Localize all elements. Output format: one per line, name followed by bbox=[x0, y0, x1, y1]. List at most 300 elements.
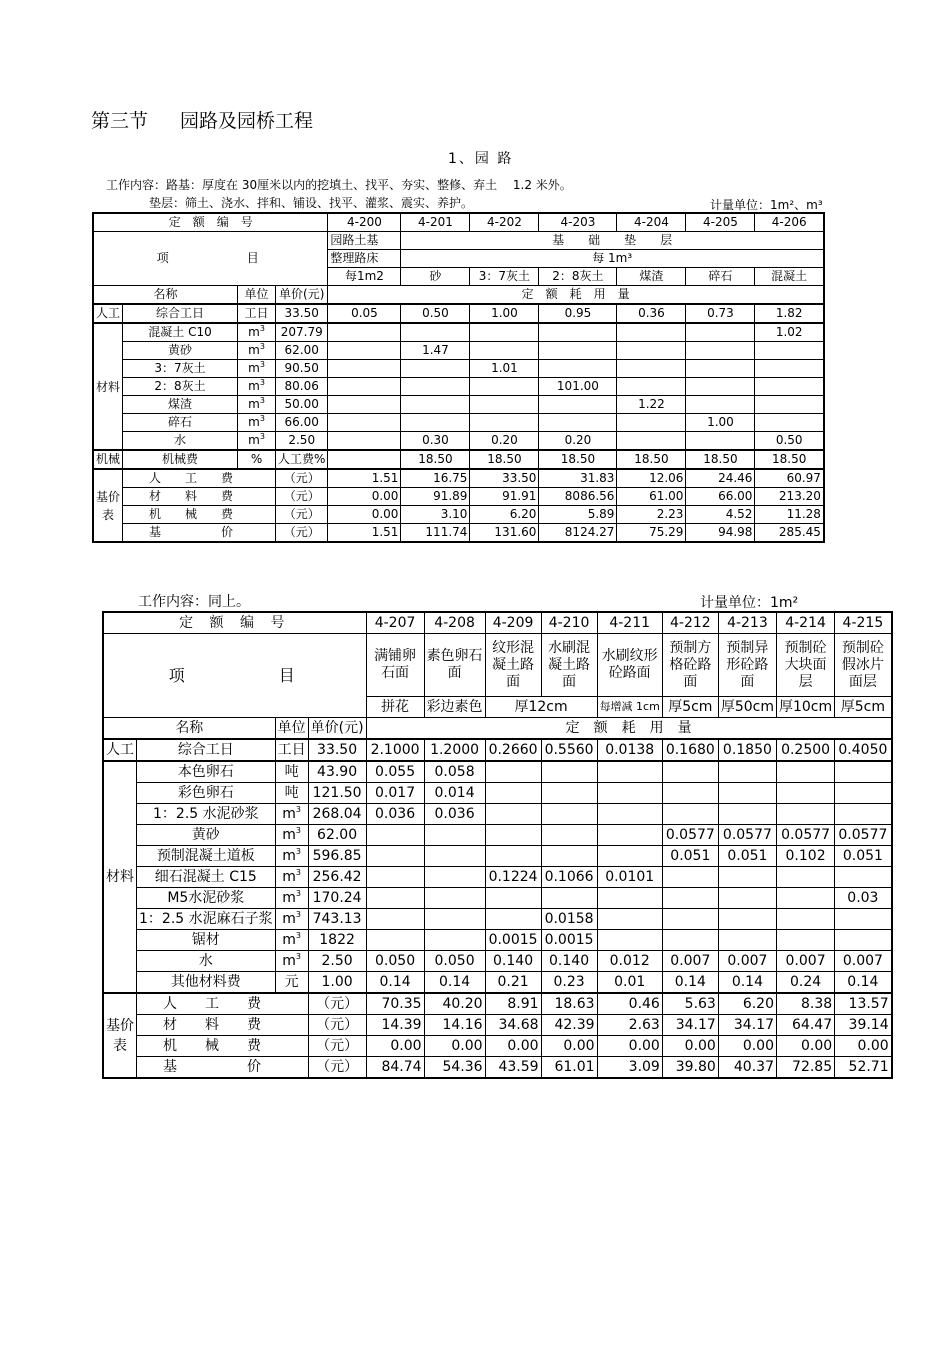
value-cell: 0.14 bbox=[662, 972, 718, 994]
section-title: 园路及园桥工程 bbox=[180, 110, 314, 132]
item-label: 预制砼大块面层 bbox=[776, 634, 834, 697]
value-cell bbox=[470, 323, 539, 342]
price-cell: 43.90 bbox=[308, 761, 366, 783]
unit-cell: $m^3$ bbox=[238, 323, 276, 342]
value-cell bbox=[328, 378, 401, 396]
value-cell: 0.01 bbox=[597, 972, 662, 994]
value-cell: 0.1680 bbox=[662, 739, 718, 761]
value-cell: 0.2660 bbox=[485, 739, 541, 761]
value-cell bbox=[424, 930, 485, 951]
value-cell: 0.00 bbox=[424, 1036, 485, 1057]
value-cell bbox=[662, 761, 718, 783]
value-cell: 0.0158 bbox=[541, 909, 597, 930]
value-cell bbox=[328, 396, 401, 414]
value-cell: 14.39 bbox=[366, 1015, 424, 1036]
value-cell bbox=[424, 909, 485, 930]
value-cell bbox=[366, 867, 424, 888]
value-cell: 33.50 bbox=[470, 469, 539, 488]
price-cell: 90.50 bbox=[276, 360, 328, 378]
row-name: 机械费 bbox=[123, 450, 238, 469]
value-cell: 1.47 bbox=[401, 342, 470, 360]
value-cell: 0.1224 bbox=[485, 867, 541, 888]
value-cell bbox=[718, 761, 776, 783]
value-cell: 42.39 bbox=[541, 1015, 597, 1036]
value-cell bbox=[597, 804, 662, 825]
value-cell bbox=[485, 825, 541, 846]
value-cell bbox=[470, 396, 539, 414]
value-cell: 0.00 bbox=[541, 1036, 597, 1057]
price-cell: 人工费% bbox=[276, 450, 328, 469]
value-cell bbox=[597, 825, 662, 846]
value-cell: 0.2500 bbox=[776, 739, 834, 761]
row-name: 机 械 费 bbox=[123, 506, 276, 524]
value-cell bbox=[686, 432, 755, 451]
value-cell: 1.51 bbox=[328, 524, 401, 543]
value-cell: 0.03 bbox=[835, 888, 892, 909]
value-cell bbox=[686, 342, 755, 360]
quota-table-1 bbox=[92, 212, 825, 543]
value-cell bbox=[539, 360, 617, 378]
value-cell bbox=[541, 888, 597, 909]
item-label: 预制砼假冰片面层 bbox=[835, 634, 892, 697]
value-cell: 101.00 bbox=[539, 378, 617, 396]
value-cell: 0.00 bbox=[718, 1036, 776, 1057]
quota-code: 4-213 bbox=[718, 612, 776, 634]
value-cell bbox=[776, 804, 834, 825]
value-cell: 131.60 bbox=[470, 524, 539, 543]
value-cell: 43.59 bbox=[485, 1057, 541, 1079]
unit-cell: $m^3$ bbox=[238, 432, 276, 451]
unit-cell: $m^3$ bbox=[238, 342, 276, 360]
value-cell bbox=[718, 909, 776, 930]
value-cell: 0.051 bbox=[835, 846, 892, 867]
value-cell bbox=[366, 888, 424, 909]
unit-cell: （元） bbox=[276, 488, 328, 506]
value-cell: 31.83 bbox=[539, 469, 617, 488]
value-cell: 1.02 bbox=[755, 323, 824, 342]
row-name: 2：8灰土 bbox=[123, 378, 238, 396]
value-cell: 64.47 bbox=[776, 1015, 834, 1036]
value-cell: 61.01 bbox=[541, 1057, 597, 1079]
value-cell bbox=[835, 783, 892, 804]
value-cell: 0.14 bbox=[835, 972, 892, 994]
value-cell bbox=[541, 825, 597, 846]
item-label: 水刷纹形砼路面 bbox=[597, 634, 662, 697]
sub-item-label: 混凝土 bbox=[755, 268, 824, 286]
work-content2-line: 工作内容：同上。 bbox=[138, 594, 250, 610]
unit-cell: $m^3$ bbox=[275, 825, 308, 846]
value-cell bbox=[401, 414, 470, 432]
row-name: 碎石 bbox=[123, 414, 238, 432]
unit-cell: （元） bbox=[276, 469, 328, 488]
value-cell: 24.46 bbox=[686, 469, 755, 488]
value-cell: 66.00 bbox=[686, 488, 755, 506]
value-cell bbox=[485, 804, 541, 825]
value-cell: 0.00 bbox=[597, 1036, 662, 1057]
value-cell: 72.85 bbox=[776, 1057, 834, 1079]
value-cell bbox=[485, 761, 541, 783]
unit-cell: 工日 bbox=[275, 739, 308, 761]
value-cell: 70.35 bbox=[366, 993, 424, 1015]
value-cell bbox=[776, 867, 834, 888]
col-unit-header: 单位 bbox=[238, 286, 276, 305]
value-cell bbox=[541, 783, 597, 804]
unit-cell: $m^3$ bbox=[275, 951, 308, 972]
col-price-header: 单价(元) bbox=[276, 286, 328, 305]
value-cell bbox=[686, 360, 755, 378]
sub-item-label: 砂 bbox=[401, 268, 470, 286]
value-cell bbox=[366, 909, 424, 930]
value-cell: 61.00 bbox=[617, 488, 686, 506]
quota-table-2 bbox=[102, 611, 893, 1079]
value-cell: 0.24 bbox=[776, 972, 834, 994]
value-cell: 34.68 bbox=[485, 1015, 541, 1036]
value-cell: 0.051 bbox=[662, 846, 718, 867]
spec-label: 每增减 1cm bbox=[597, 697, 662, 718]
row-name: 材 料 费 bbox=[137, 1015, 309, 1036]
price-cell: 1822 bbox=[308, 930, 366, 951]
value-cell: 0.051 bbox=[718, 846, 776, 867]
section-label: 第三节 bbox=[91, 110, 149, 132]
value-cell bbox=[366, 825, 424, 846]
value-cell bbox=[470, 342, 539, 360]
value-cell: 40.37 bbox=[718, 1057, 776, 1079]
unit-cell: 工日 bbox=[238, 304, 276, 323]
unit-cell: （元） bbox=[308, 993, 366, 1015]
value-cell bbox=[617, 323, 686, 342]
quota-code: 4-215 bbox=[835, 612, 892, 634]
row-name: 混凝土 C10 bbox=[123, 323, 238, 342]
row-name: 人 工 费 bbox=[137, 993, 309, 1015]
value-cell: 8.38 bbox=[776, 993, 834, 1015]
value-cell: 75.29 bbox=[617, 524, 686, 543]
value-cell bbox=[755, 378, 824, 396]
row-name: 黄砂 bbox=[137, 825, 276, 846]
price-cell: 62.00 bbox=[308, 825, 366, 846]
value-cell bbox=[662, 783, 718, 804]
value-cell bbox=[755, 396, 824, 414]
value-cell: 18.50 bbox=[686, 450, 755, 469]
value-cell: 0.00 bbox=[328, 488, 401, 506]
price-cell: 2.50 bbox=[276, 432, 328, 451]
price-cell: 743.13 bbox=[308, 909, 366, 930]
machine-group-label: 机械 bbox=[93, 450, 123, 469]
row-name: 综合工日 bbox=[137, 739, 276, 761]
row-name: 水 bbox=[137, 951, 276, 972]
value-cell bbox=[485, 909, 541, 930]
value-cell: 0.012 bbox=[597, 951, 662, 972]
unit-cell: （元） bbox=[308, 1057, 366, 1079]
value-cell: 0.50 bbox=[401, 304, 470, 323]
value-cell bbox=[776, 761, 834, 783]
value-cell: 16.75 bbox=[401, 469, 470, 488]
value-cell: 285.45 bbox=[755, 524, 824, 543]
price-cell: 1.00 bbox=[308, 972, 366, 994]
value-cell: 34.17 bbox=[718, 1015, 776, 1036]
quota-code: 4-208 bbox=[424, 612, 485, 634]
unit-cell: $m^3$ bbox=[275, 888, 308, 909]
value-cell: 0.017 bbox=[366, 783, 424, 804]
value-cell: 0.21 bbox=[485, 972, 541, 994]
value-cell bbox=[539, 414, 617, 432]
value-cell: 12.06 bbox=[617, 469, 686, 488]
value-cell bbox=[597, 761, 662, 783]
value-cell bbox=[617, 432, 686, 451]
quota-code: 4-202 bbox=[470, 213, 539, 232]
value-cell bbox=[776, 888, 834, 909]
spec-label: 拼花 bbox=[366, 697, 424, 718]
value-cell: 0.102 bbox=[776, 846, 834, 867]
value-cell bbox=[541, 804, 597, 825]
quota-code: 4-209 bbox=[485, 612, 541, 634]
value-cell: 60.97 bbox=[755, 469, 824, 488]
row-name: 材 料 费 bbox=[123, 488, 276, 506]
price-cell: 268.04 bbox=[308, 804, 366, 825]
value-cell bbox=[686, 378, 755, 396]
value-cell bbox=[401, 360, 470, 378]
work-content-line2: 垫层：筛土、浇水、拌和、铺设、找平、灌浆、震实、养护。 bbox=[149, 196, 474, 210]
value-cell: 0.50 bbox=[755, 432, 824, 451]
material-group-label: 材料 bbox=[103, 761, 137, 993]
unit-cell: $m^3$ bbox=[238, 360, 276, 378]
value-cell: 52.71 bbox=[835, 1057, 892, 1079]
value-cell: 0.140 bbox=[541, 951, 597, 972]
value-cell bbox=[366, 930, 424, 951]
value-cell: 39.80 bbox=[662, 1057, 718, 1079]
unit-cell: $m^3$ bbox=[238, 414, 276, 432]
price-cell: 207.79 bbox=[276, 323, 328, 342]
value-cell: 1.22 bbox=[617, 396, 686, 414]
price-group-label: 基价表 bbox=[103, 993, 137, 1078]
row-name: 细石混凝土 C15 bbox=[137, 867, 276, 888]
value-cell: 0.95 bbox=[539, 304, 617, 323]
unit-cell: $m^3$ bbox=[275, 846, 308, 867]
sub-item-label: 煤渣 bbox=[617, 268, 686, 286]
value-cell bbox=[662, 930, 718, 951]
value-cell: 6.20 bbox=[470, 506, 539, 524]
quota-code: 4-206 bbox=[755, 213, 824, 232]
value-cell: 0.0577 bbox=[776, 825, 834, 846]
value-cell: 18.50 bbox=[755, 450, 824, 469]
quota-code: 4-204 bbox=[617, 213, 686, 232]
row-name: 机 械 费 bbox=[137, 1036, 309, 1057]
value-cell bbox=[424, 888, 485, 909]
row-name: 3：7灰土 bbox=[123, 360, 238, 378]
value-cell: 18.63 bbox=[541, 993, 597, 1015]
quota-code: 4-210 bbox=[541, 612, 597, 634]
labor-group-label: 人工 bbox=[93, 304, 123, 323]
value-cell: 5.63 bbox=[662, 993, 718, 1015]
value-cell: 0.036 bbox=[366, 804, 424, 825]
spec-label: 彩边素色 bbox=[424, 697, 485, 718]
item-label: 素色卵石面 bbox=[424, 634, 485, 697]
value-cell bbox=[835, 867, 892, 888]
quota-code: 4-203 bbox=[539, 213, 617, 232]
sub-item-label: 碎石 bbox=[686, 268, 755, 286]
row-name: 其他材料费 bbox=[137, 972, 276, 994]
value-cell bbox=[424, 867, 485, 888]
value-cell: 0.36 bbox=[617, 304, 686, 323]
value-cell: 111.74 bbox=[401, 524, 470, 543]
unit-cell: 吨 bbox=[275, 783, 308, 804]
value-cell bbox=[485, 846, 541, 867]
value-cell bbox=[328, 323, 401, 342]
roadbed-label-a: 园路土基 bbox=[328, 232, 401, 250]
value-cell: 0.0015 bbox=[541, 930, 597, 951]
value-cell bbox=[617, 378, 686, 396]
value-cell bbox=[328, 414, 401, 432]
value-cell: 1.00 bbox=[470, 304, 539, 323]
value-cell: 0.1850 bbox=[718, 739, 776, 761]
value-cell: 0.0138 bbox=[597, 739, 662, 761]
unit-cell: $m^3$ bbox=[275, 909, 308, 930]
price-cell: 596.85 bbox=[308, 846, 366, 867]
value-cell bbox=[718, 888, 776, 909]
value-cell: 0.14 bbox=[366, 972, 424, 994]
unit-cell: $m^3$ bbox=[275, 804, 308, 825]
value-cell: 0.055 bbox=[366, 761, 424, 783]
item-label: 预制异形砼路面 bbox=[718, 634, 776, 697]
item-header: 项 目 bbox=[103, 634, 366, 718]
value-cell: 0.46 bbox=[597, 993, 662, 1015]
value-cell: 0.058 bbox=[424, 761, 485, 783]
unit-cell: $m^3$ bbox=[275, 930, 308, 951]
unit-cell: 元 bbox=[275, 972, 308, 994]
spec-label: 厚5cm bbox=[662, 697, 718, 718]
value-cell bbox=[718, 930, 776, 951]
value-cell bbox=[835, 804, 892, 825]
code-header: 定 额 编 号 bbox=[103, 612, 366, 634]
value-cell bbox=[597, 783, 662, 804]
value-cell: 0.0577 bbox=[835, 825, 892, 846]
value-cell: 0.00 bbox=[776, 1036, 834, 1057]
row-name: 基 价 bbox=[137, 1057, 309, 1079]
base-layer-label: 基 础 垫 层 bbox=[401, 232, 824, 250]
value-cell: 0.140 bbox=[485, 951, 541, 972]
value-cell bbox=[835, 909, 892, 930]
value-cell: 18.50 bbox=[617, 450, 686, 469]
value-cell bbox=[755, 360, 824, 378]
value-cell: 1.00 bbox=[686, 414, 755, 432]
value-cell: 0.1066 bbox=[541, 867, 597, 888]
col-unit-header: 单位 bbox=[275, 718, 308, 740]
price-cell: 80.06 bbox=[276, 378, 328, 396]
value-cell: 91.91 bbox=[470, 488, 539, 506]
value-cell: 1.51 bbox=[328, 469, 401, 488]
price-cell: 33.50 bbox=[308, 739, 366, 761]
value-cell bbox=[597, 888, 662, 909]
value-cell: 18.50 bbox=[401, 450, 470, 469]
item-label: 水刷混凝土路面 bbox=[541, 634, 597, 697]
unit-cell: （元） bbox=[308, 1015, 366, 1036]
value-cell: 0.20 bbox=[470, 432, 539, 451]
value-cell: 0.20 bbox=[539, 432, 617, 451]
row-name: 黄砂 bbox=[123, 342, 238, 360]
material-group-label: 材料 bbox=[93, 323, 123, 450]
price-cell: 2.50 bbox=[308, 951, 366, 972]
value-cell: 18.50 bbox=[470, 450, 539, 469]
item-label: 满铺卵石面 bbox=[366, 634, 424, 697]
value-cell: 0.00 bbox=[366, 1036, 424, 1057]
value-cell: 1.82 bbox=[755, 304, 824, 323]
unit-cell: % bbox=[238, 450, 276, 469]
value-cell bbox=[755, 342, 824, 360]
unit-cell: （元） bbox=[308, 1036, 366, 1057]
value-cell: 213.20 bbox=[755, 488, 824, 506]
value-cell: 0.00 bbox=[328, 506, 401, 524]
value-cell: 0.007 bbox=[662, 951, 718, 972]
quota-code: 4-211 bbox=[597, 612, 662, 634]
value-cell: 91.89 bbox=[401, 488, 470, 506]
value-cell bbox=[539, 323, 617, 342]
value-cell: 1.01 bbox=[470, 360, 539, 378]
quota-code: 4-201 bbox=[401, 213, 470, 232]
value-cell bbox=[617, 342, 686, 360]
value-cell: 0.00 bbox=[835, 1036, 892, 1057]
row-name: 基 价 bbox=[123, 524, 276, 543]
value-cell bbox=[718, 783, 776, 804]
unit-cell: $m^3$ bbox=[238, 378, 276, 396]
value-cell: 0.30 bbox=[401, 432, 470, 451]
col-name-header: 名称 bbox=[93, 286, 238, 305]
value-cell: 18.50 bbox=[539, 450, 617, 469]
per-m3-label: 每 1m³ bbox=[401, 250, 824, 268]
value-cell bbox=[776, 909, 834, 930]
unit-label: 计量单位：1m²、m³ bbox=[710, 198, 823, 212]
row-name: 彩色卵石 bbox=[137, 783, 276, 804]
price-group-label: 基价表 bbox=[93, 469, 123, 542]
value-cell bbox=[597, 846, 662, 867]
value-cell: 3.10 bbox=[401, 506, 470, 524]
value-cell: 1.2000 bbox=[424, 739, 485, 761]
col-price-header: 单价(元) bbox=[308, 718, 366, 740]
quota-code: 4-212 bbox=[662, 612, 718, 634]
value-cell: 0.014 bbox=[424, 783, 485, 804]
value-cell bbox=[328, 360, 401, 378]
value-cell: 0.00 bbox=[485, 1036, 541, 1057]
value-cell bbox=[686, 396, 755, 414]
roadbed-label-b: 整理路床 bbox=[328, 250, 401, 268]
per-m2-label: 每1m2 bbox=[328, 268, 401, 286]
unit-cell: （元） bbox=[276, 506, 328, 524]
code-header: 定 额 编 号 bbox=[93, 213, 328, 232]
value-cell: 2.1000 bbox=[366, 739, 424, 761]
row-name: 1：2.5 水泥砂浆 bbox=[137, 804, 276, 825]
value-cell: 0.05 bbox=[328, 304, 401, 323]
quota-code: 4-205 bbox=[686, 213, 755, 232]
row-name: 1：2.5 水泥麻石子浆 bbox=[137, 909, 276, 930]
unit-cell: $m^3$ bbox=[275, 867, 308, 888]
value-cell bbox=[662, 804, 718, 825]
price-cell: 170.24 bbox=[308, 888, 366, 909]
value-cell bbox=[541, 846, 597, 867]
value-cell: 34.17 bbox=[662, 1015, 718, 1036]
row-name: 本色卵石 bbox=[137, 761, 276, 783]
value-cell: 3.09 bbox=[597, 1057, 662, 1079]
value-cell bbox=[485, 888, 541, 909]
value-cell: 0.73 bbox=[686, 304, 755, 323]
value-cell bbox=[470, 378, 539, 396]
value-cell bbox=[597, 930, 662, 951]
consumption-header: 定 额 耗 用 量 bbox=[328, 286, 824, 305]
value-cell bbox=[617, 414, 686, 432]
value-cell: 0.007 bbox=[718, 951, 776, 972]
value-cell bbox=[662, 909, 718, 930]
value-cell bbox=[541, 761, 597, 783]
value-cell bbox=[597, 909, 662, 930]
value-cell bbox=[401, 378, 470, 396]
value-cell: 6.20 bbox=[718, 993, 776, 1015]
